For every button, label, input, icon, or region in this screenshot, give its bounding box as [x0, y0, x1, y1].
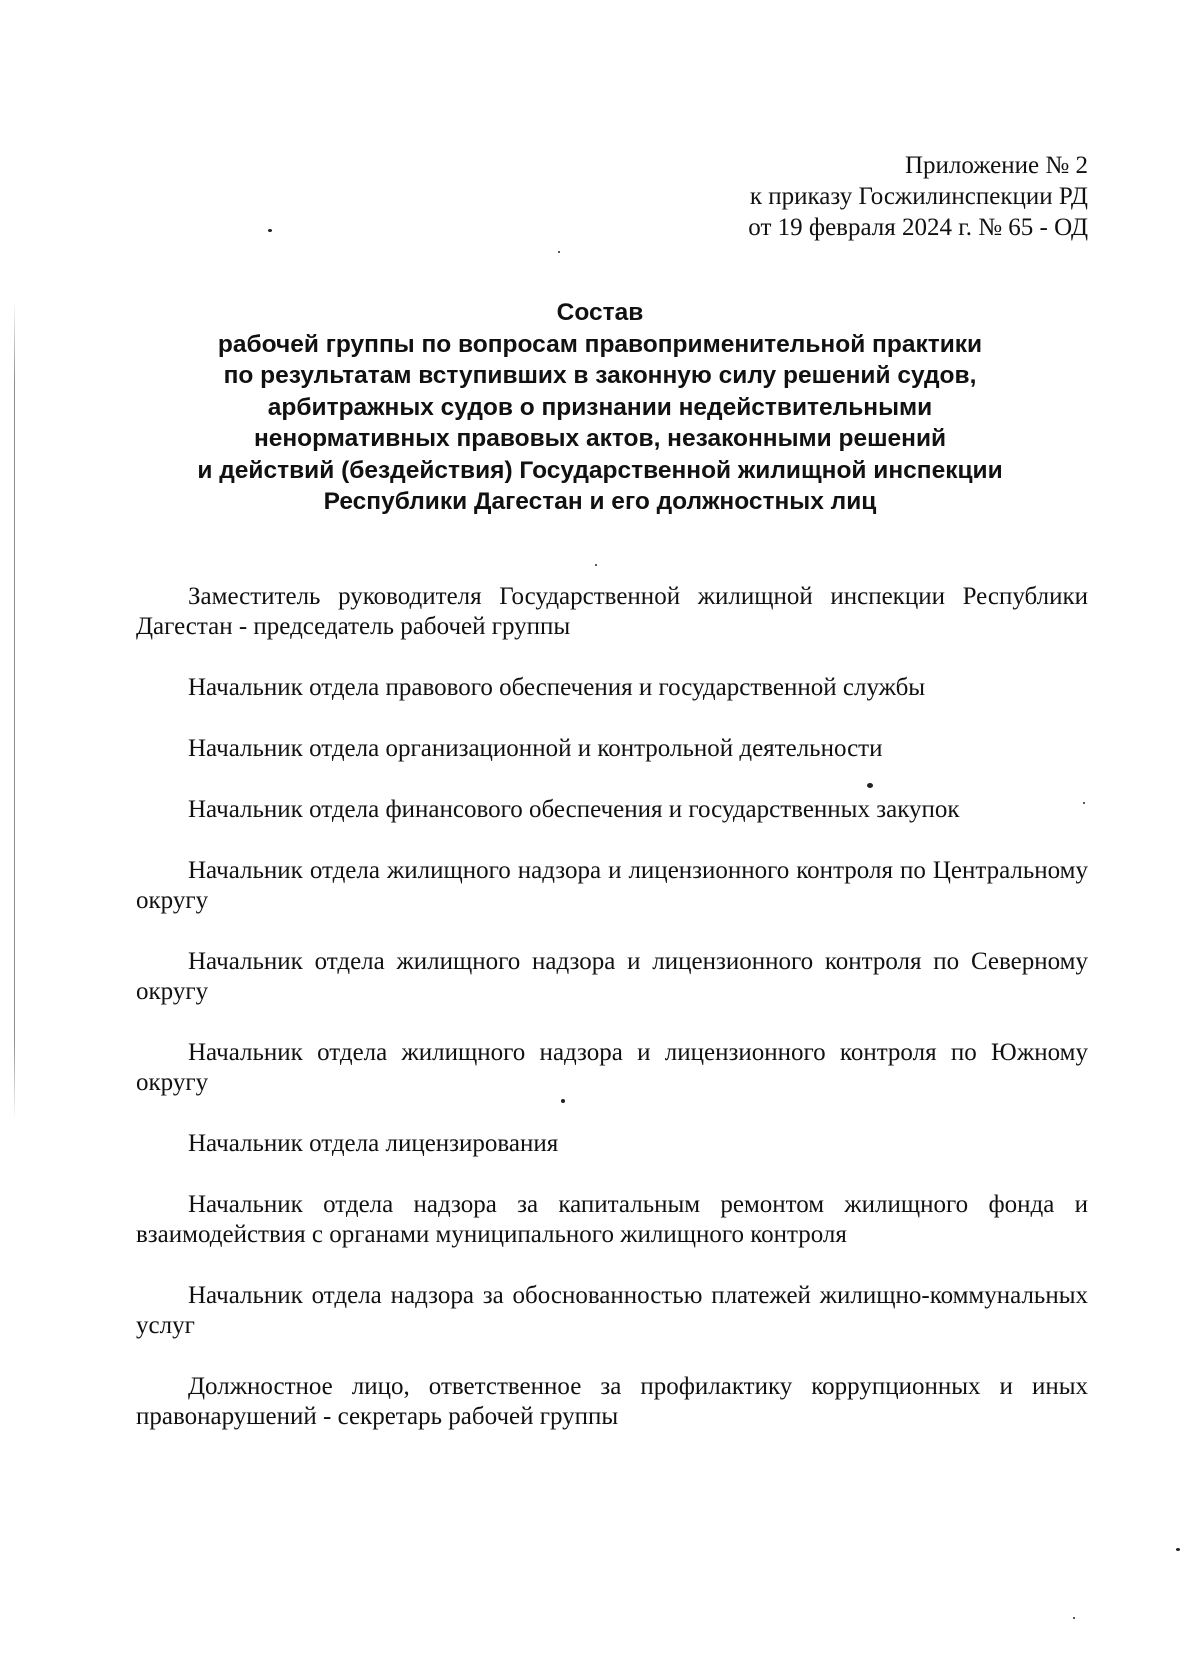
appendix-header	[748, 150, 1088, 243]
scan-speck	[1176, 1548, 1180, 1551]
member-item: Начальник отдела правового обеспечения и государственной службы	[188, 674, 926, 701]
appendix-order-ref: к приказу Госжилинспекции РД	[749, 183, 1088, 210]
scan-speck	[558, 251, 560, 253]
title-heading: Состав	[556, 299, 644, 326]
member-item: Начальник отдела организационной и контрольной деятельности	[188, 735, 883, 762]
member-item: Начальник отдела финансового обеспечения и государственных закупок	[188, 796, 960, 823]
member-item: Должностное лицо, ответственное за профилактику коррупционных и иных правонарушений - секретарь рабочей группы	[136, 1373, 1088, 1430]
title-line: по результатам вступивших в законную силу решений судов,	[223, 362, 977, 389]
title-line: арбитражных судов о признании недействительными	[267, 393, 933, 421]
scan-speck	[1073, 1617, 1075, 1619]
title-line: рабочей группы по вопросам правоприменительной практики	[217, 330, 983, 358]
scan-speck	[1083, 802, 1085, 804]
member-item: Начальник отдела лицензирования	[188, 1130, 559, 1157]
member-item: Начальник отдела жилищного надзора и лицензионного контроля по Центральному округу	[136, 857, 1088, 914]
document-title	[0, 297, 1200, 518]
scan-speck	[595, 564, 597, 566]
member-item: Начальник отдела надзора за обоснованностью платежей жилищно-коммунальных услуг	[136, 1282, 1088, 1339]
member-item: Начальник отдела жилищного надзора и лицензионного контроля по Южному округу	[136, 1039, 1088, 1096]
scan-speck	[867, 783, 873, 788]
member-item: Начальник отдела надзора за капитальным ремонтом жилищного фонда и взаимодействия с органами муниципального жилищного контроля	[136, 1191, 1088, 1248]
title-line: Республики Дагестан и его должностных лиц	[323, 488, 877, 515]
scan-speck	[268, 229, 272, 232]
member-item: Заместитель руководителя Государственной жилищной инспекции Республики Дагестан - председатель рабочей группы	[136, 583, 1088, 640]
appendix-order-date: от 19 февраля 2024 г. № 65 - ОД	[748, 214, 1088, 241]
scan-speck	[561, 1099, 565, 1103]
member-item: Начальник отдела жилищного надзора и лицензионного контроля по Северному округу	[136, 948, 1088, 1005]
title-line: ненормативных правовых актов, незаконными решений	[253, 425, 947, 452]
title-line: и действий (бездействия) Государственной жилищной инспекции	[197, 456, 1003, 484]
appendix-number: Приложение № 2	[904, 152, 1088, 179]
members-list	[136, 582, 1088, 1463]
